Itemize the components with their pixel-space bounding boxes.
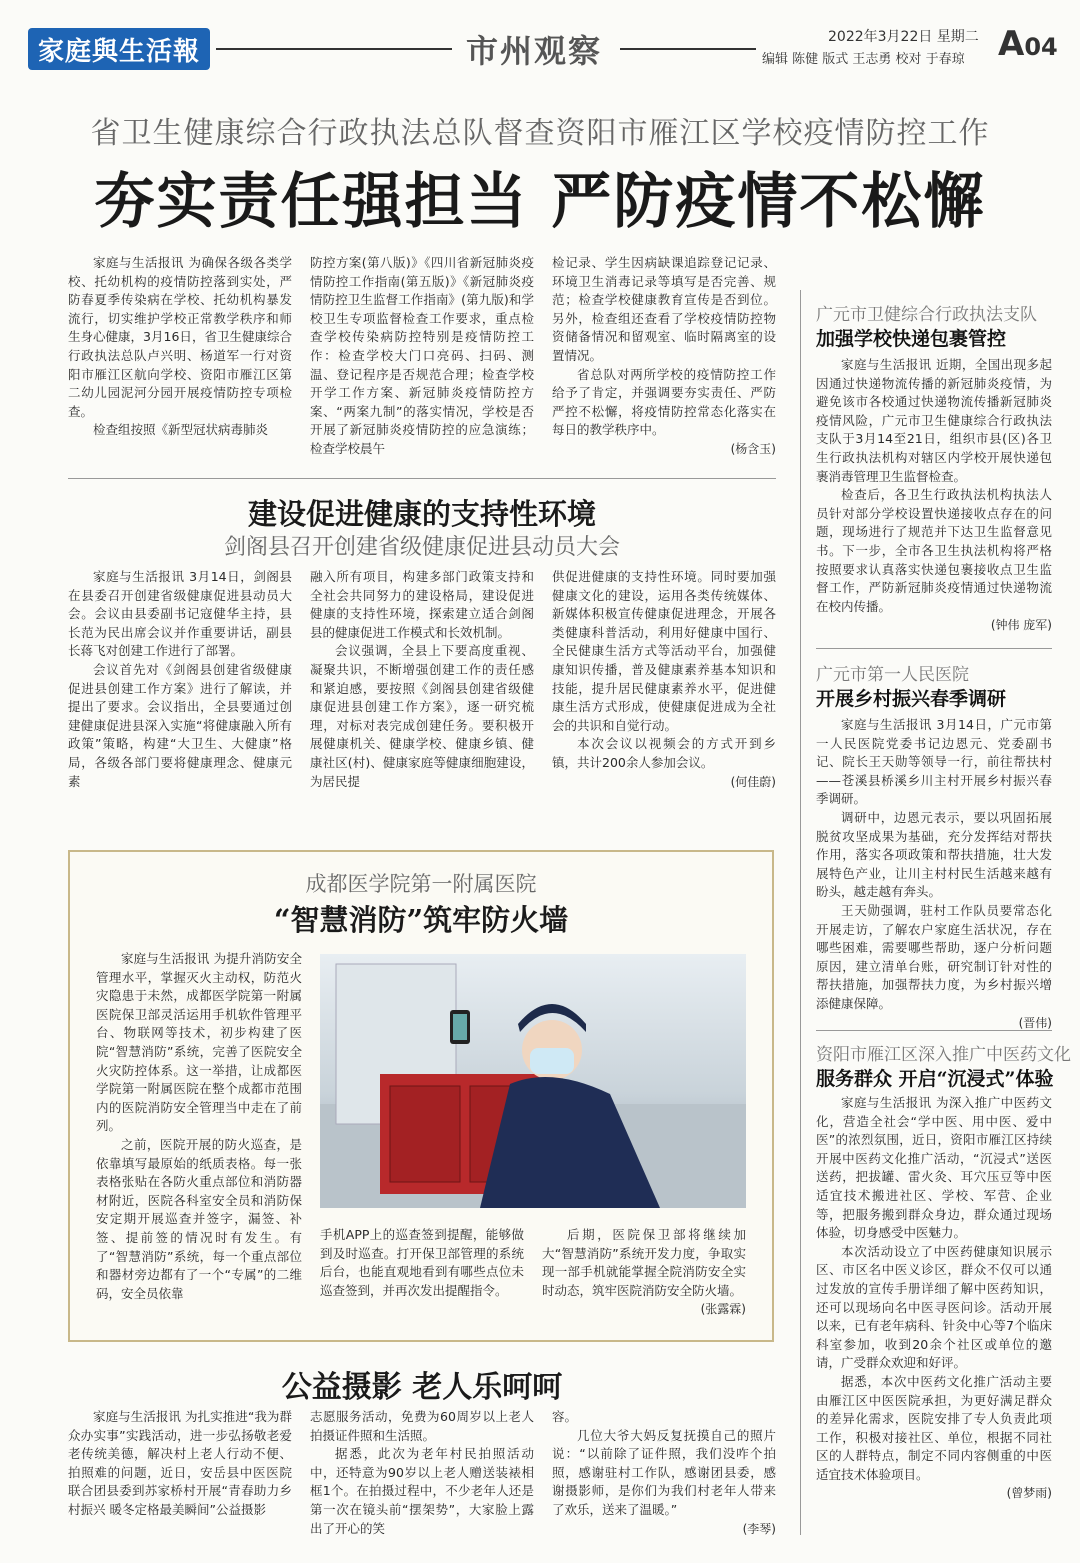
photo-story-col-1: [68, 1408, 292, 1520]
photo-story-col-2: [310, 1408, 534, 1538]
main-col-2: [310, 254, 534, 459]
health-col-3-para: 供促进健康的支持性环境。同时要加强健康文化的建设，运用各类传统媒体、新媒体积极宣传健康促进理念，开展各类健康科普活动，利用好健康中国行、全民健康生活方式等活动平台，加强健康知识传播，普及健康素养基本知识和技能，提升居民健康素养水平，促进健康生活方式形成，使健康促进成为全社会的共识和自觉行动。: [552, 569, 776, 733]
health-col-3-para-b: 本次会议以视频会的方式开到乡镇，共计200余人参加会议。: [552, 736, 776, 770]
health-col-1-para-b: 会议首先对《剑阁县创建省级健康促进县创建工作方案》进行了解读，并提出了要求。会议指出，全县要通过创建健康促进县深入实施“将健康融入所有政策”策略，构建“大卫生、大健康”格局，各级各部门要将健康理念、健康元素: [68, 661, 292, 789]
fire-kicker: 成都医学院第一附属医院: [305, 872, 537, 896]
main-col-2-para: 防控方案(第八版)》《四川省新冠肺炎疫情防控工作指南(第五版)》《新冠肺炎疫情防控卫生监督工作指南》(第九版)和学校卫生专项监督检查工作要求，重点检查学校传染病防控特别是疫情防控工作：检查学校大门口亮码、扫码、测温、登记程序是否规范合理；检查学校开学工作方案、新冠肺炎疫情防控方案、“两案九制”的落实情况，学校是否开展了新冠肺炎疫情防控的应急演练；检查学校晨午: [310, 255, 534, 456]
health-kicker: 剑阁县召开创建省级健康促进县动员大会: [223, 535, 620, 560]
side2-para-1: 家庭与生活报讯 3月14日，广元市第一人民医院党委书记边恩元、党委副书记、院长王天勋等领导一行，前往帮扶村——苍溪县桥溪乡川主村开展乡村振兴春季调研。: [816, 717, 1052, 807]
side2-para-2: 调研中，边恩元表示，要以巩固拓展脱贫攻坚成果为基础，充分发挥结对帮扶作用，落实各项政策和帮扶措施，壮大发展特色产业，让川主村村民生活越来越有盼头，越走越有奔头。: [816, 809, 1052, 900]
section-divider-1: [68, 478, 776, 479]
editor-credits: 编辑 陈健 版式 王志勇 校对 于春琼: [762, 52, 965, 67]
photo-story-col-3-para: 容。: [552, 1409, 578, 1424]
photo-story-col-2-para: 志愿服务活动，免费为60周岁以上老人拍摄证件照和生活照。: [310, 1409, 534, 1443]
side3-byline: (曾梦雨): [1006, 1486, 1052, 1501]
main-col-3-para-b: 省总队对两所学校的疫情防控工作给予了肯定，并强调要夯实责任、严防严控不松懈，将疫情防控常态化落实在每日的教学秩序中。: [552, 366, 776, 438]
fire-col-2: [320, 1226, 524, 1300]
side3-title: 服务群众 开启“沉浸式”体验: [816, 1068, 1054, 1090]
side2-body: [816, 716, 1052, 1032]
side3-para-3: 据悉，本次中医药文化推广活动主要由雁江区中医医院承担，为更好满足群众的差异化需求，医院安排了专人负责此项工作，积极对接社区、单位，根据不同社区的人群特点，制定不同内容侧重的中医适宜技术体验项目。: [816, 1373, 1052, 1482]
section-title: 市州观察: [466, 32, 603, 70]
side-divider-1: [816, 648, 1052, 649]
main-col-3-para: 检记录、学生因病缺课追踪登记记录、环境卫生消毒记录等填写是否完善、规范；检查学校健康教育宣传是否到位。另外，检查组还查看了学校疫情防控物资储备情况和留观室、临时隔离室的设置情况。: [552, 255, 776, 363]
side1-byline: (钟伟 庞军): [990, 618, 1052, 633]
fire-col-2-para: 手机APP上的巡查签到提醒，能够做到及时巡查。打开保卫部管理的系统后台，也能直观地看到有哪些点位未巡查签到，并再次发出提醒指令。: [320, 1227, 524, 1298]
fire-col-3: [542, 1226, 746, 1319]
side2-title: 开展乡村振兴春季调研: [816, 688, 1007, 710]
masthead-rule-left: [216, 48, 452, 50]
fire-col-3-para: 后期，医院保卫部将继续加大“智慧消防”系统开发力度，争取实现一部手机就能掌握全院消防安全实时动态，筑牢医院消防安全防火墙。: [542, 1227, 746, 1298]
side1-title: 加强学校快递包裹管控: [816, 328, 1007, 350]
side2-byline: (晋伟): [1018, 1015, 1052, 1030]
fire-col-1: [96, 950, 302, 1303]
fire-title: “智慧消防”筑牢防火墙: [273, 903, 569, 937]
side3-kicker: 资阳市雁江区深入推广中医药文化: [816, 1045, 1071, 1065]
side-divider-2: [816, 1030, 1052, 1031]
side1-para-2: 检查后，各卫生行政执法机构执法人员针对部分学校设置快递接收点存在的问题，现场进行了规范并下达卫生监督意见书。下一步，全市各卫生执法机构将严格按照要求认真落实快递包裹接收点卫生监督工作，严防新冠肺炎疫情通过快递物流在校内传播。: [816, 487, 1052, 614]
fire-col-1-para-b: 之前，医院开展的防火巡查，是依靠填写最原始的纸质表格。每一张表格张贴在各防火重点部位和消防器材附近，医院各科室安全员和消防保安定期开展巡查并签字，漏签、补签、提前签的情况时有发生。有了“智慧消防”系统，每一个重点部位和器材旁边都有了一个“专属”的二维码，安全员依靠: [96, 1136, 302, 1301]
masthead-rule-right: [620, 48, 756, 50]
side1-para-1: 家庭与生活报讯 近期，全国出现多起因通过快递物流传播的新冠肺炎疫情，为避免该市各校通过快递物流传播新冠肺炎疫情风险，广元市卫生健康综合行政执法支队于3月14至21日，组织市县(区)各卫生行政执法机构对辖区内学校开展快递包裹消毒管理卫生监督检查。: [816, 357, 1052, 484]
photo-story-col-3-para-b: 几位大爷大妈反复抚摸自己的照片说：“以前除了证件照，我们没咋个拍照，感谢驻村工作队，感谢团县委，感谢摄影师，是你们为我们村老年人带来了欢乐，送来了温暖。”: [552, 1427, 776, 1517]
main-col-1-para-b: 检查组按照《新型冠状病毒肺炎: [93, 422, 269, 438]
fire-col-1-para: 家庭与生活报讯 为提升消防安全管理水平，掌握灭火主动权，防范火灾隐患于未然，成都医学院第一附属医院保卫部灵活运用手机软件管理平台、物联网等技术，初步构建了医院“智慧消防”系统，完善了医院安全火灾防控体系。这一举措，让成都医学院第一附属医院在整个成都市范围内的医院消防安全管理当中走在了前列。: [96, 951, 302, 1134]
main-kicker: 省卫生健康综合行政执法总队督查资阳市雁江区学校疫情防控工作: [90, 116, 990, 151]
side1-body: [816, 356, 1052, 635]
photo-story-title: 公益摄影 老人乐呵呵: [281, 1370, 563, 1405]
side3-body: [816, 1094, 1052, 1503]
side1-kicker: 广元市卫健综合行政执法支队: [816, 305, 1037, 325]
photo-story-col-2-para-b: 据悉，此次为老年村民拍照活动中，还特意为90岁以上老人赠送装裱相框1个。在拍摄过程中，不少老年人还是第一次在镜头前“摆架势”，大家脸上露出了开心的笑: [310, 1446, 534, 1536]
health-byline: (何佳蔚): [730, 774, 776, 789]
photo-story-col-1-para: 家庭与生活报讯 为扎实推进“我为群众办实事”实践活动，进一步弘扬敬老爱老传统美德，解决村上老人行动不便、拍照难的问题，近日，安岳县中医医院联合团县委到苏家桥村开展“青春助力乡村振兴 暖冬定格最美瞬间”公益摄影: [68, 1409, 292, 1517]
sidebar-divider: [800, 290, 801, 1535]
side3-para-1: 家庭与生活报讯 为深入推广中医药文化，营造全社会“学中医、用中医、爱中医”的浓烈氛围，近日，资阳市雁江区持续开展中医药文化推广活动，“沉浸式”送医送药，把拔罐、雷火灸、耳穴压豆等中医适宜技术搬进社区、学校、军营、企业等，把服务搬到群众身边，群众通过现场体验，切身感受中医魅力。: [816, 1095, 1052, 1241]
side2-para-3: 王天勋强调，驻村工作队员要常态化开展走访，了解农户家庭生活状况，存在哪些困难，需要哪些帮助，逐户分析问题原因，建立清单台账，研究制订针对性的帮扶措施，加强帮扶力度，为乡村振兴增添健康保障。: [816, 902, 1052, 1011]
side2-kicker: 广元市第一人民医院: [816, 665, 969, 685]
health-title: 建设促进健康的支持性环境: [247, 497, 596, 531]
main-byline: (杨含玉): [730, 441, 776, 456]
health-col-1: [68, 568, 292, 791]
page-number: A04: [998, 24, 1058, 64]
fire-safety-photo: [320, 954, 746, 1208]
health-col-3: [552, 568, 776, 791]
inspector-scanning-qr-image: [320, 954, 746, 1208]
main-col-3: [552, 254, 776, 459]
photo-story-col-3: [552, 1408, 776, 1538]
main-col-1-para: 家庭与生活报讯 为确保各级各类学校、托幼机构的疫情防控落到实处，严防春夏季传染病在学校、托幼机构暴发流行，切实维护学校正常教学秩序和师生身心健康，3月16日，省卫生健康综合行政执法总队卢兴明、杨道军一行对资阳市雁江区航向学校、资阳市雁江区第二幼儿园泥河分园开展疫情防控专项检查。: [68, 255, 292, 419]
main-headline: 夯实责任强担当 严防疫情不松懈: [94, 167, 986, 237]
issue-date: 2022年3月22日 星期二: [828, 29, 979, 45]
fire-byline: (张露霖): [700, 1302, 746, 1317]
health-col-2-para: 融入所有项目，构建多部门政策支持和全社会共同努力的建设格局，建设促进健康的支持性环境，探索建立适合剑阁县的健康促进工作模式和长效机制。: [310, 569, 534, 640]
health-col-2-para-b: 会议强调，全县上下要高度重视、凝聚共识，不断增强创建工作的责任感和紧迫感，要按照《剑阁县创建省级健康促进县创建工作方案》，逐一研究梳理，对标对表完成创建任务。要积极开展健康机关、健康学校、健康乡镇、健康社区(村)、健康家庭等健康细胞建设，为居民提: [310, 643, 534, 789]
main-col-1: [68, 254, 292, 440]
newspaper-logo: 家庭與生活報: [28, 28, 210, 70]
photo-story-byline: (李琴): [742, 1521, 776, 1536]
health-col-1-para: 家庭与生活报讯 3月14日，剑阁县在县委召开创建省级健康促进县动员大会。会议由县委副书记寇健华主持，县长范为民出席会议并作重要讲话，副县长蒋飞对创建工作进行了部署。: [68, 569, 292, 659]
side3-para-2: 本次活动设立了中医药健康知识展示区、市区名中医义诊区，群众不仅可以通过发放的宣传手册详细了解中医药知识，还可以现场向名中医寻医问诊。活动开展以来，已有老年病科、针灸中心等7个临床科室参加，收到20余个社区或单位的邀请，广受群众欢迎和好评。: [816, 1243, 1052, 1371]
health-col-2: [310, 568, 534, 791]
